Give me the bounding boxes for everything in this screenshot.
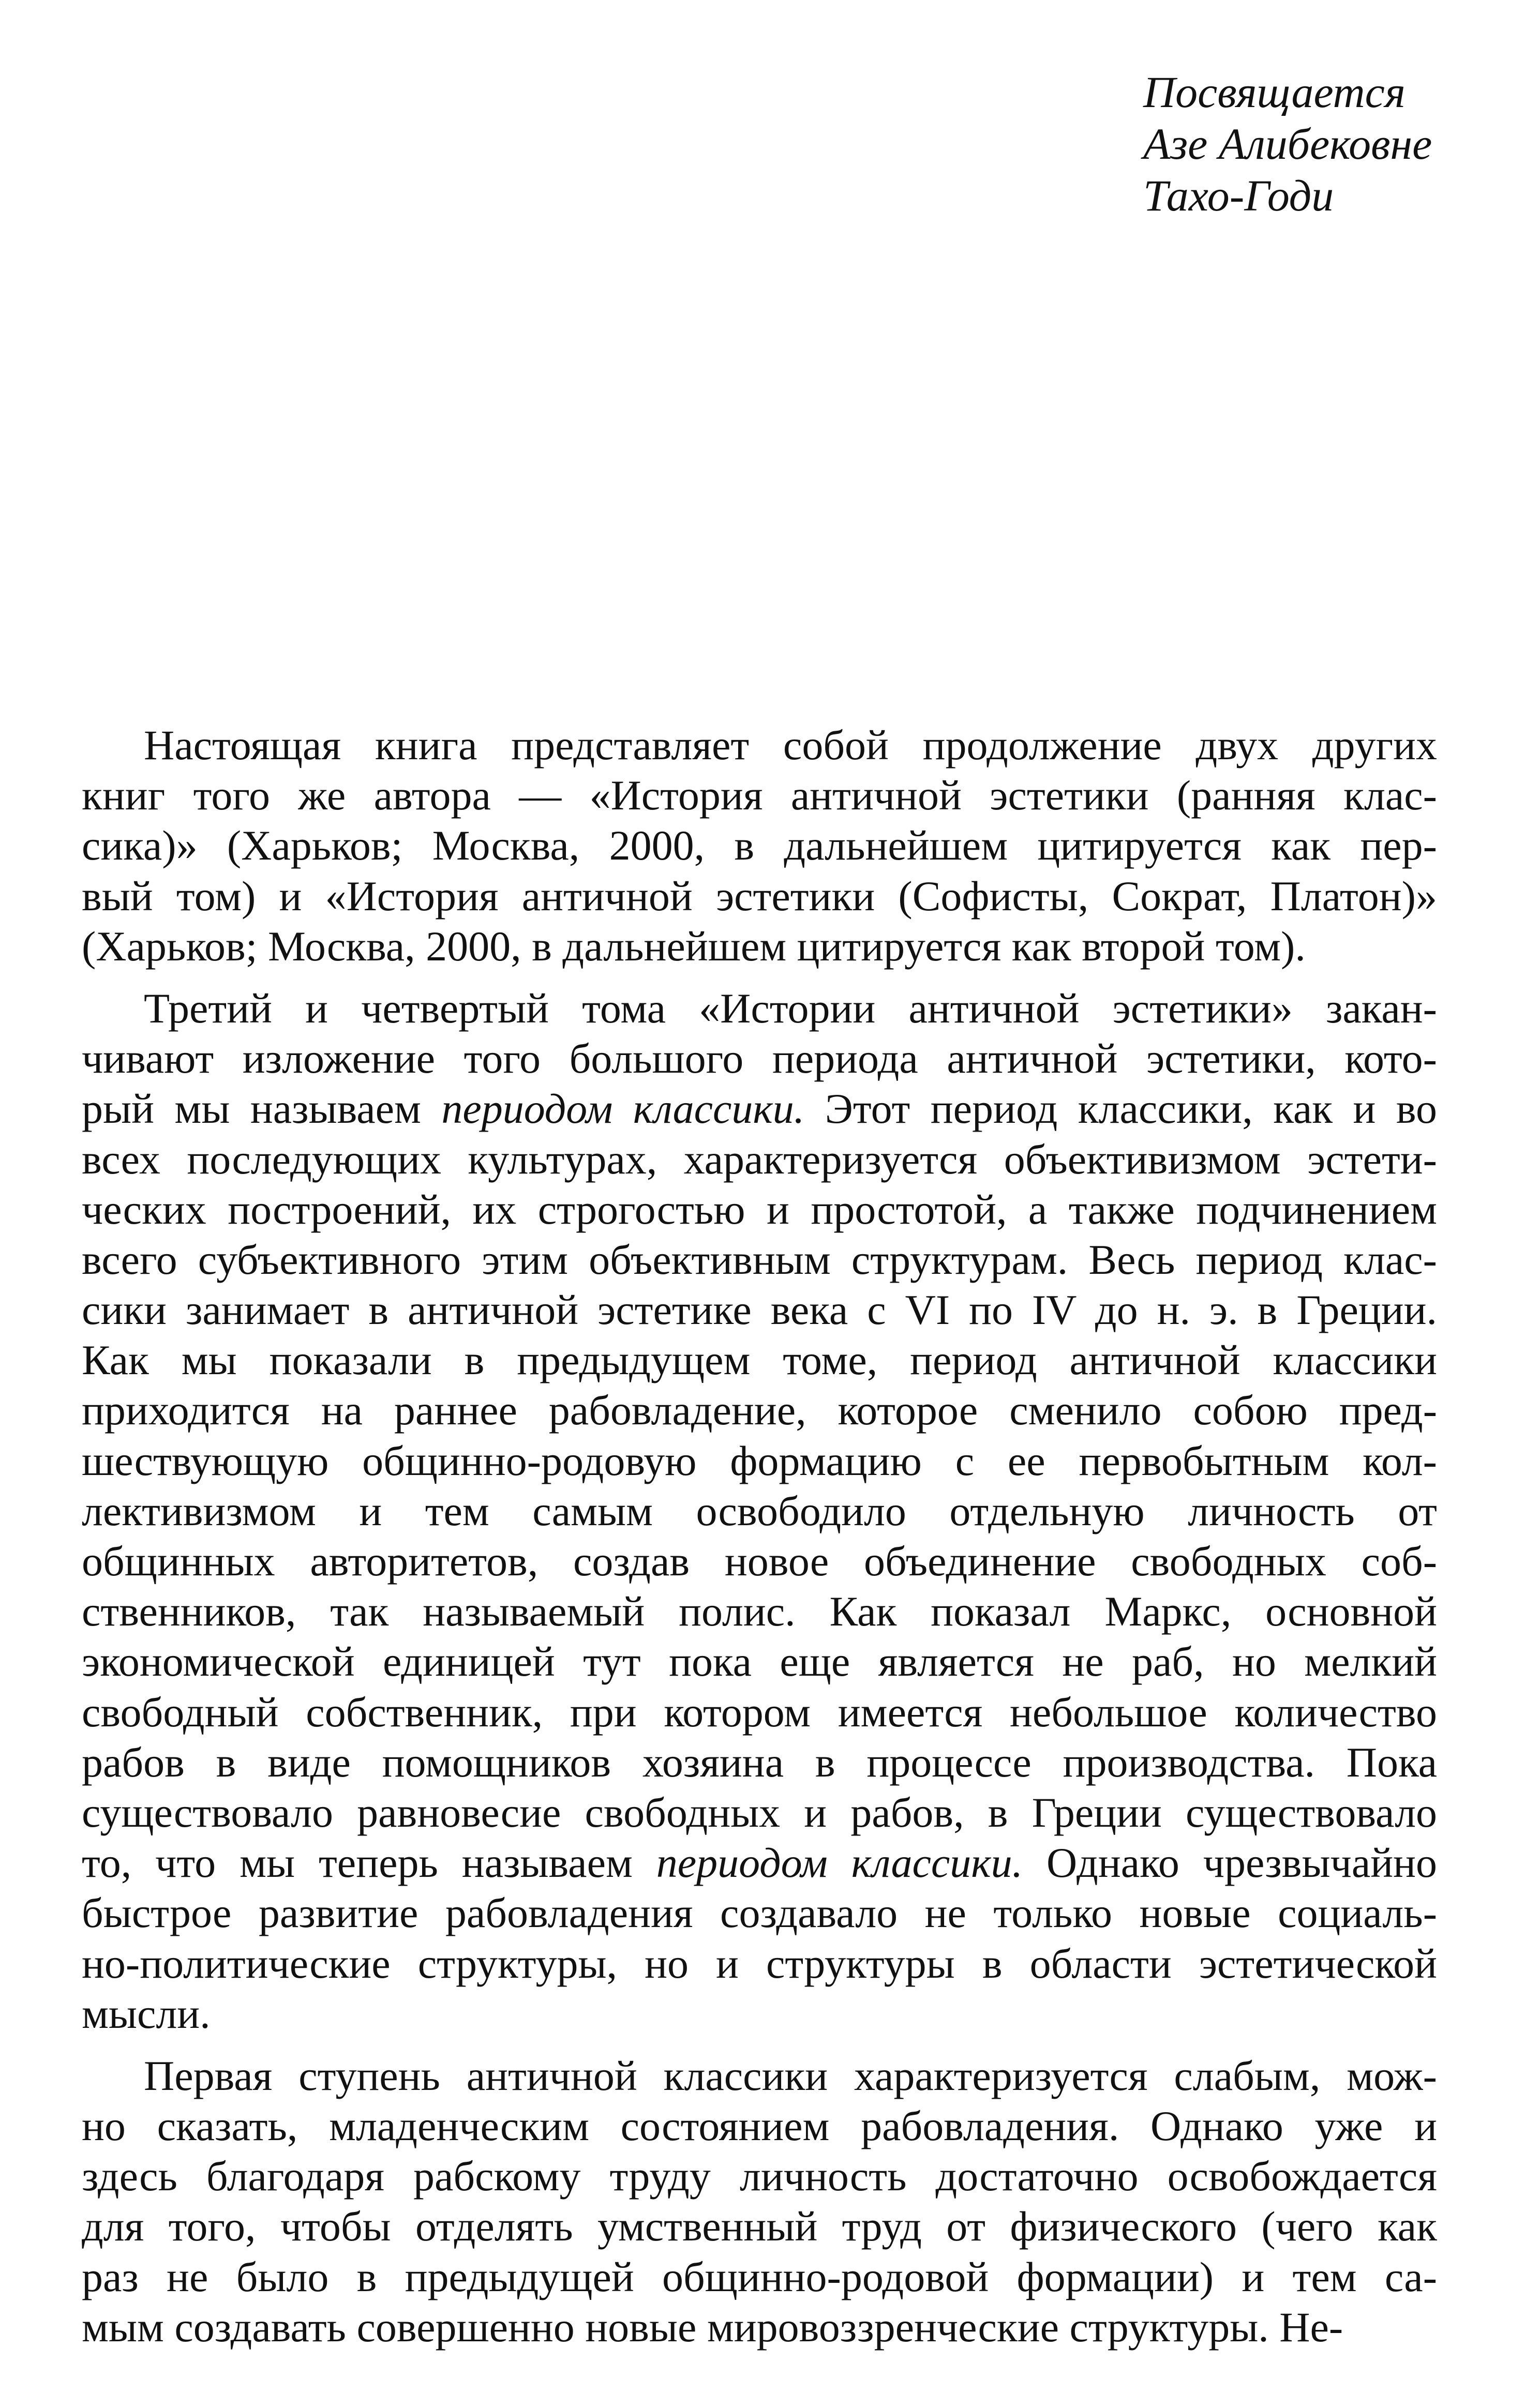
dedication-line: Тахо-Годи [1143,171,1334,220]
text-line: раз не было в предыдущей общинно-родовой формации) и тем са- [82,2253,1437,2300]
text-line: шествующую общинно-родовую формацию с ее первобытным кол- [82,1437,1437,1484]
text-line: (Харьков; Москва, 2000, в дальнейшем цитируется как второй том). [82,922,1306,970]
dedication-line: Азе Алибековне [1143,119,1432,169]
text-line: вый том) и «История античной эстетики (Софисты, Сократ, Платон)» [82,872,1437,920]
text-line: сики занимает в античной эстетике века с VI по IV до н. э. в Греции. [82,1286,1437,1334]
text-line: Как мы показали в предыдущем томе, период античной классики [82,1336,1437,1384]
emphasis: периодом классики. [441,1085,805,1133]
emphasis: периодом классики. [656,1839,1023,1887]
text-line: свободный собственник, при котором имеется небольшое количество [82,1688,1437,1736]
text-line: но сказать, младенческим состоянием рабовладения. Однако уже и [82,2102,1437,2150]
text-line: всех последующих культурах, характеризуется объективизмом эстети- [82,1135,1437,1183]
text-line: общинных авторитетов, создав новое объединение свободных соб- [82,1538,1437,1585]
text-line: Третий и четвертый тома «Истории античной эстетики» закан- [144,984,1437,1032]
paragraph [82,2051,1437,2352]
text-line: мысли. [82,1990,211,2037]
text-line: рый мы называем периодом классики. Этот период классики, как и во [82,1085,1438,1133]
text-line: приходится на раннее рабовладение, которое сменило собою пред- [82,1387,1437,1434]
text-line: здесь благодаря рабскому труду личность достаточно освобождается [82,2153,1437,2200]
paragraph [82,983,1437,2039]
text-line: всего субъективного этим объективным структурам. Весь период клас- [82,1236,1437,1283]
text-line: то, что мы теперь называем периодом классики. Однако чрезвычайно [82,1839,1437,1887]
text-line: но-политические структуры, но и структуры в области эстетической [82,1939,1437,1987]
text-line: Первая ступень античной классики характеризуется слабым, мож- [144,2052,1437,2099]
body-text [82,720,1437,2352]
text-line: ственников, так называемый полис. Как показал Маркс, основной [82,1588,1437,1635]
dedication [1143,66,1432,221]
dedication-line: Посвящается [1143,67,1406,117]
text-line: быстрое развитие рабовладения создавало не только новые социаль- [82,1889,1437,1937]
text-line: лективизмом и тем самым освободило отдельную личность от [82,1487,1437,1534]
text-line: для того, чтобы отделять умственный труд от физического (чего как [82,2203,1437,2250]
text-line: сика)» (Харьков; Москва, 2000, в дальнейшем цитируется как пер- [82,822,1437,869]
text-line: Настоящая книга представляет собой продолжение двух других [144,721,1437,769]
paragraph [82,720,1437,971]
text-line: книг того же автора — «История античной эстетики (ранняя клас- [82,772,1437,819]
text-line: мым создавать совершенно новые мировоззренческие структуры. Не- [82,2303,1343,2351]
text-line: рабов в виде помощников хозяина в процессе производства. Пока [82,1738,1437,1786]
text-line: существовало равновесие свободных и рабов, в Греции существовало [82,1788,1437,1836]
text-line: ческих построений, их строгостью и простотой, а также подчинением [82,1185,1437,1233]
text-line: экономической единицей тут пока еще является не раб, но мелкий [82,1638,1437,1685]
text-line: чивают изложение того большого периода античной эстетики, кото- [82,1035,1437,1082]
